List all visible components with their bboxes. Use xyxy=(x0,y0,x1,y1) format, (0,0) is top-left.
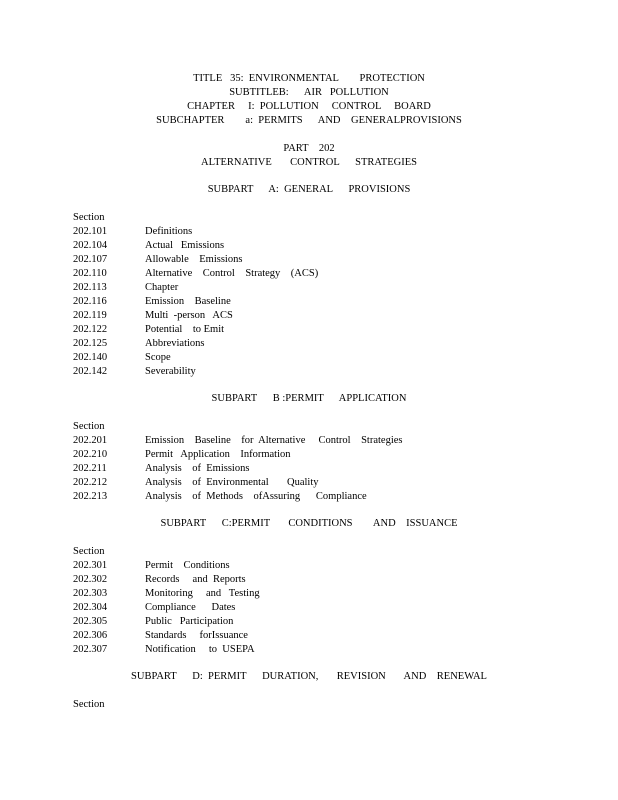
subchapter-heading: SUBCHAPTER a: PERMITS AND GENERALPROVISIONS xyxy=(156,115,462,126)
section-title: Allowable Emissions xyxy=(145,254,243,265)
toc-row xyxy=(73,490,593,504)
toc-row xyxy=(73,462,593,476)
section-label: Section xyxy=(73,546,105,557)
toc-row xyxy=(73,351,593,365)
section-title: Abbreviations xyxy=(145,338,205,349)
section-title: Actual Emissions xyxy=(145,240,225,251)
section-number: 202.119 xyxy=(73,310,107,321)
section-number: 202.301 xyxy=(73,560,108,571)
section-label: Section xyxy=(73,212,105,223)
section-number: 202.104 xyxy=(73,240,108,251)
section-title: Potential to Emit xyxy=(145,324,225,335)
subpart-d-heading: SUBPART D: PERMIT DURATION, REVISION AND RENEWAL xyxy=(131,671,487,682)
section-number: 202.213 xyxy=(73,491,108,502)
subpart-b-heading: SUBPART B :PERMIT APPLICATION xyxy=(211,393,407,404)
section-title: Compliance Dates xyxy=(145,602,236,613)
section-number: 202.211 xyxy=(73,463,107,474)
section-number: 202.110 xyxy=(73,268,107,279)
toc-row xyxy=(73,559,593,573)
toc-row xyxy=(73,365,593,379)
section-title: Permit Conditions xyxy=(145,560,230,571)
subtitle-heading: SUBTITLEB: AIR POLLUTION xyxy=(229,87,389,98)
part-title: ALTERNATIVE CONTROL STRATEGIES xyxy=(201,157,417,168)
section-title: Scope xyxy=(145,352,171,363)
section-title: Emission Baseline xyxy=(145,296,231,307)
section-title: Severability xyxy=(145,366,196,377)
section-title: Standards forIssuance xyxy=(145,630,248,641)
toc-row xyxy=(73,267,593,281)
section-number: 202.125 xyxy=(73,338,108,349)
section-number: 202.212 xyxy=(73,477,108,488)
title-heading: TITLE 35: ENVIRONMENTAL PROTECTION xyxy=(193,73,425,84)
section-title: Permit Application Information xyxy=(145,449,291,460)
toc-row xyxy=(73,239,593,253)
toc-row xyxy=(73,615,593,629)
section-title: Records and Reports xyxy=(145,574,246,585)
section-number: 202.122 xyxy=(73,324,108,335)
toc-row xyxy=(73,629,593,643)
section-number: 202.201 xyxy=(73,435,108,446)
toc-row xyxy=(73,309,593,323)
section-number: 202.305 xyxy=(73,616,108,627)
section-number: 202.304 xyxy=(73,602,108,613)
section-number: 202.306 xyxy=(73,630,108,641)
toc-row xyxy=(73,643,593,657)
section-title: Chapter xyxy=(145,282,179,293)
section-title: Analysis of Methods ofAssuring Compliance xyxy=(145,491,367,502)
section-number: 202.113 xyxy=(73,282,107,293)
section-title: Notification to USEPA xyxy=(145,644,255,655)
toc-row xyxy=(73,573,593,587)
section-number: 202.303 xyxy=(73,588,108,599)
subpart-c-heading: SUBPART C:PERMIT CONDITIONS AND ISSUANCE xyxy=(160,518,458,529)
section-title: Emission Baseline for Alternative Control Strategies xyxy=(145,435,403,446)
toc-row xyxy=(73,281,593,295)
toc-row xyxy=(73,337,593,351)
chapter-heading: CHAPTER I: POLLUTION CONTROL BOARD xyxy=(187,101,431,112)
section-title: Alternative Control Strategy (ACS) xyxy=(145,268,319,279)
section-title: Definitions xyxy=(145,226,193,237)
section-title: Monitoring and Testing xyxy=(145,588,260,599)
section-label: Section xyxy=(73,421,105,432)
toc-row xyxy=(73,295,593,309)
section-number: 202.307 xyxy=(73,644,108,655)
toc-row xyxy=(73,253,593,267)
section-title: Analysis of Environmental Quality xyxy=(145,477,319,488)
section-title: Analysis of Emissions xyxy=(145,463,250,474)
section-number: 202.142 xyxy=(73,366,108,377)
subpart-a-heading: SUBPART A: GENERAL PROVISIONS xyxy=(207,184,411,195)
toc-row xyxy=(73,601,593,615)
toc-row xyxy=(73,434,593,448)
section-number: 202.101 xyxy=(73,226,108,237)
section-title: Public Participation xyxy=(145,616,234,627)
toc-row xyxy=(73,323,593,337)
toc-row xyxy=(73,587,593,601)
section-number: 202.302 xyxy=(73,574,108,585)
section-title: Multi -person ACS xyxy=(145,310,233,321)
toc-row xyxy=(73,448,593,462)
section-number: 202.107 xyxy=(73,254,108,265)
toc-row xyxy=(73,225,593,239)
section-number: 202.116 xyxy=(73,296,107,307)
part-number: PART 202 xyxy=(283,143,335,154)
toc-row xyxy=(73,476,593,490)
section-label: Section xyxy=(73,699,105,710)
section-number: 202.140 xyxy=(73,352,108,363)
section-number: 202.210 xyxy=(73,449,108,460)
